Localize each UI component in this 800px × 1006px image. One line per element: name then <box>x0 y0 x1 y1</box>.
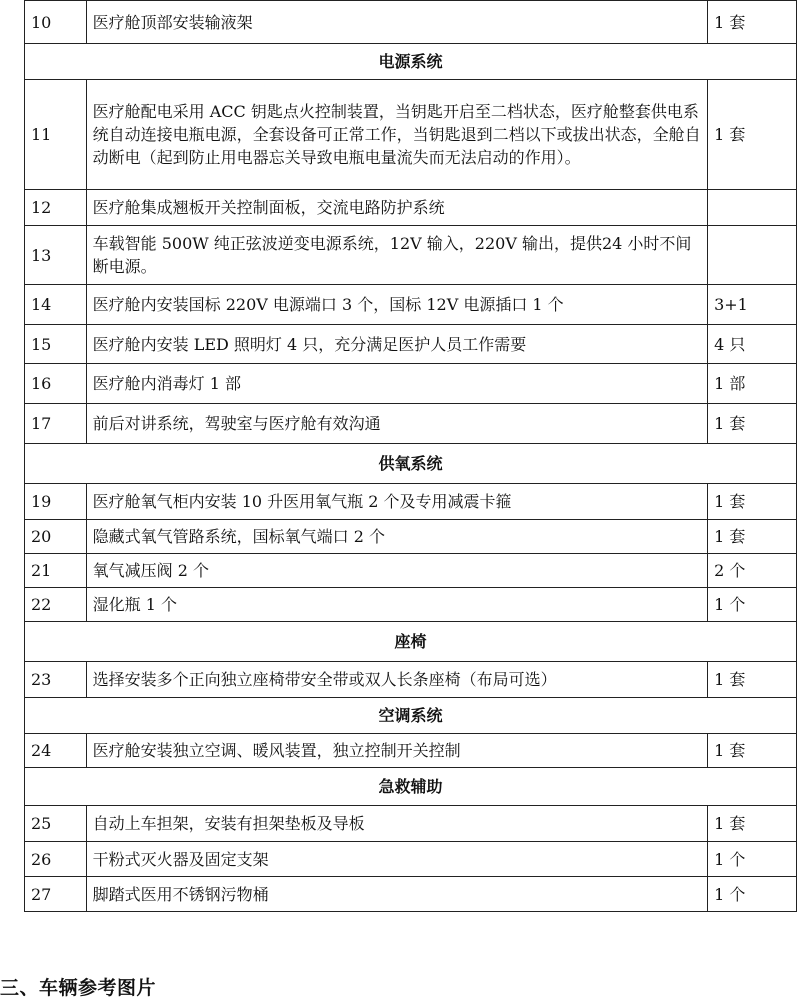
row-number: 11 <box>25 80 87 190</box>
row-number: 20 <box>25 520 87 554</box>
section-title: 空调系统 <box>25 698 797 734</box>
row-number: 16 <box>25 364 87 404</box>
row-description: 干粉式灭火器及固定支架 <box>86 842 707 877</box>
section-title: 座椅 <box>25 622 797 662</box>
row-number: 26 <box>25 842 87 877</box>
row-quantity: 1 个 <box>708 842 797 877</box>
row-description: 隐藏式氧气管路系统，国标氧气端口 2 个 <box>86 520 707 554</box>
section-title: 急救辅助 <box>25 768 797 806</box>
row-quantity: 1 个 <box>708 588 797 622</box>
table-row <box>25 842 797 877</box>
row-quantity: 1 套 <box>708 1 797 44</box>
table-row <box>25 285 797 325</box>
row-quantity: 1 套 <box>708 484 797 520</box>
section-header-oxygen <box>25 444 797 484</box>
table-row <box>25 520 797 554</box>
row-description: 医疗舱配电采用 ACC 钥匙点火控制装置，当钥匙开启至二档状态，医疗舱整套供电系统自动连接电瓶电源，全套设备可正常工作，当钥匙退到二档以下或拔出状态，全舱自动断电（起到防止用电器忘关导致电瓶电量流失而无法启动的作用）。 <box>86 80 707 190</box>
section-header-power <box>25 44 797 80</box>
row-number: 14 <box>25 285 87 325</box>
row-description: 脚踏式医用不锈钢污物桶 <box>86 877 707 912</box>
row-number: 24 <box>25 734 87 768</box>
row-description: 氧气减压阀 2 个 <box>86 554 707 588</box>
row-number: 10 <box>25 1 87 44</box>
row-number: 15 <box>25 325 87 364</box>
row-description: 医疗舱安装独立空调、暖风装置，独立控制开关控制 <box>86 734 707 768</box>
table-row <box>25 588 797 622</box>
table-row <box>25 226 797 285</box>
table-row <box>25 80 797 190</box>
row-quantity: 3+1 <box>708 285 797 325</box>
row-quantity: 1 个 <box>708 877 797 912</box>
row-description: 医疗舱内消毒灯 1 部 <box>86 364 707 404</box>
equipment-spec-table <box>24 0 797 912</box>
table-row <box>25 484 797 520</box>
row-description: 选择安装多个正向独立座椅带安全带或双人长条座椅（布局可选） <box>86 662 707 698</box>
row-quantity: 1 套 <box>708 662 797 698</box>
row-quantity: 1 部 <box>708 364 797 404</box>
table-row <box>25 734 797 768</box>
row-quantity: 1 套 <box>708 404 797 444</box>
row-quantity <box>708 190 797 226</box>
row-number: 21 <box>25 554 87 588</box>
row-number: 19 <box>25 484 87 520</box>
table-row <box>25 325 797 364</box>
section-title: 电源系统 <box>25 44 797 80</box>
table-row <box>25 554 797 588</box>
row-quantity: 1 套 <box>708 80 797 190</box>
row-description: 医疗舱氧气柜内安装 10 升医用氧气瓶 2 个及专用减震卡箍 <box>86 484 707 520</box>
row-number: 25 <box>25 806 87 842</box>
row-description: 医疗舱内安装 LED 照明灯 4 只，充分满足医护人员工作需要 <box>86 325 707 364</box>
row-quantity <box>708 226 797 285</box>
row-number: 22 <box>25 588 87 622</box>
section-header-aircon <box>25 698 797 734</box>
row-quantity: 1 套 <box>708 734 797 768</box>
table-row <box>25 806 797 842</box>
table-row <box>25 1 797 44</box>
table-row <box>25 404 797 444</box>
row-description: 医疗舱内安装国标 220V 电源端口 3 个，国标 12V 电源插口 1 个 <box>86 285 707 325</box>
row-description: 自动上车担架，安装有担架垫板及导板 <box>86 806 707 842</box>
section-title: 供氧系统 <box>25 444 797 484</box>
row-number: 13 <box>25 226 87 285</box>
row-number: 23 <box>25 662 87 698</box>
row-quantity: 1 套 <box>708 520 797 554</box>
row-quantity: 2 个 <box>708 554 797 588</box>
row-description: 医疗舱集成翘板开关控制面板，交流电路防护系统 <box>86 190 707 226</box>
table-row <box>25 190 797 226</box>
row-description: 车载智能 500W 纯正弦波逆变电源系统，12V 输入，220V 输出，提供24 小时不间断电源。 <box>86 226 707 285</box>
row-description: 医疗舱顶部安装输液架 <box>86 1 707 44</box>
table-row <box>25 877 797 912</box>
table-row <box>25 364 797 404</box>
row-number: 27 <box>25 877 87 912</box>
row-quantity: 1 套 <box>708 806 797 842</box>
row-number: 17 <box>25 404 87 444</box>
section-header-first-aid <box>25 768 797 806</box>
table-row <box>25 662 797 698</box>
row-number: 12 <box>25 190 87 226</box>
row-description: 湿化瓶 1 个 <box>86 588 707 622</box>
row-description: 前后对讲系统，驾驶室与医疗舱有效沟通 <box>86 404 707 444</box>
section-header-seats <box>25 622 797 662</box>
section-heading-vehicle-photos: 三、车辆参考图片 <box>0 977 157 999</box>
row-quantity: 4 只 <box>708 325 797 364</box>
